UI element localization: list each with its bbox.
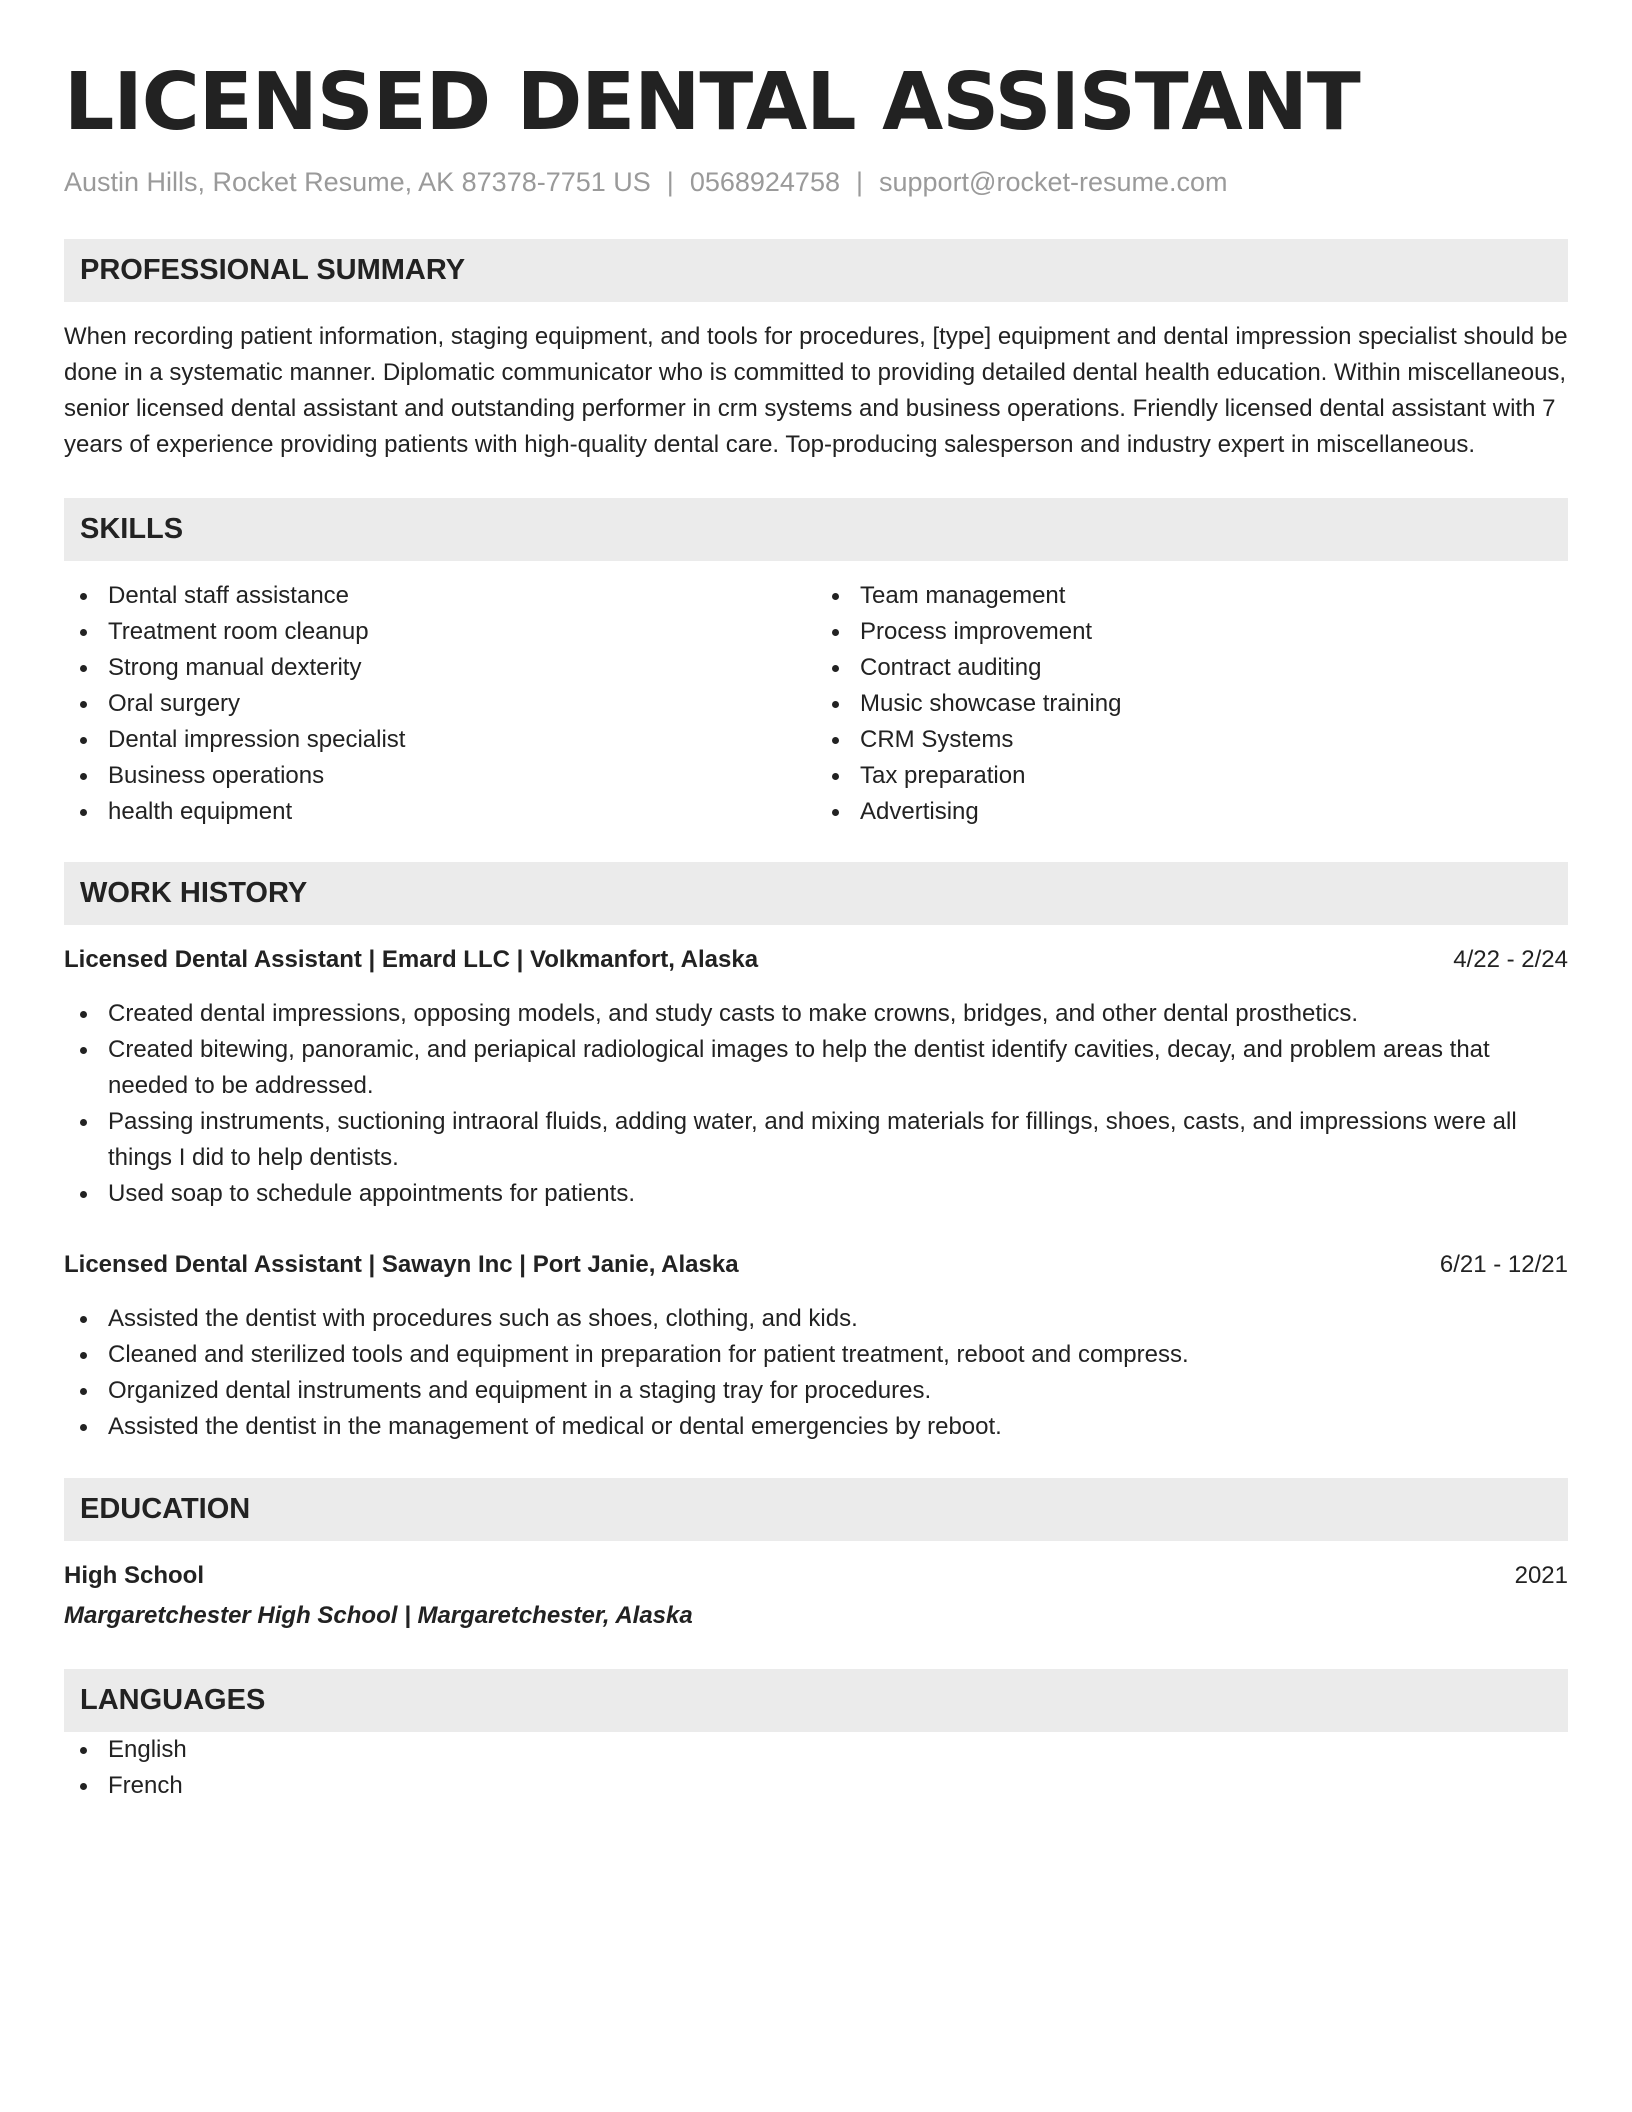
- contact-separator: |: [855, 167, 863, 197]
- education-heading: EDUCATION: [64, 1478, 1568, 1541]
- skills-heading: SKILLS: [64, 498, 1568, 561]
- skill-item: health equipment: [64, 794, 816, 830]
- skills-column-left: [64, 578, 816, 830]
- work-history-heading: WORK HISTORY: [64, 862, 1568, 925]
- job-duty-item: Used soap to schedule appointments for patients.: [64, 1176, 1568, 1212]
- job-duty-item: Created dental impressions, opposing models, and study casts to make crowns, bridges, and other dental prosthetics.: [64, 996, 1568, 1032]
- job-header: [64, 1247, 1568, 1283]
- skill-item: Music showcase training: [816, 686, 1568, 722]
- skill-item: Team management: [816, 578, 1568, 614]
- skill-item: Tax preparation: [816, 758, 1568, 794]
- skills-column-right: [816, 578, 1568, 830]
- job-duty-item: Assisted the dentist with procedures such as shoes, clothing, and kids.: [64, 1301, 1568, 1337]
- contact-address: Austin Hills, Rocket Resume, AK 87378-7751 US: [64, 167, 651, 197]
- job-duty-item: Passing instruments, suctioning intraoral fluids, adding water, and mixing materials for fillings, shoes, casts, and impressions were all things I did to help dentists.: [64, 1104, 1568, 1176]
- contact-email: support@rocket-resume.com: [879, 167, 1228, 197]
- education-degree: High School: [64, 1562, 204, 1589]
- job-title: Licensed Dental Assistant | Sawayn Inc | Port Janie, Alaska: [64, 1251, 739, 1278]
- summary-text: When recording patient information, staging equipment, and tools for procedures, [type] equipment and dental impression specialist should be done in a systematic manner. Diplomatic communicator who is committed to providing detailed dental health education. Within miscellaneous, senior licensed dental assistant and outstanding performer in crm systems and business operations. Friendly licensed dental assistant with 7 years of experience providing patients with high-quality dental care. Top-producing salesperson and industry expert in miscellaneous.: [64, 323, 1568, 458]
- skill-item: Treatment room cleanup: [64, 614, 816, 650]
- skills-list-right: [816, 578, 1568, 830]
- job-duty-item: Cleaned and sterilized tools and equipment in preparation for patient treatment, reboot and compress.: [64, 1337, 1568, 1373]
- job-title: Licensed Dental Assistant | Emard LLC | Volkmanfort, Alaska: [64, 946, 759, 973]
- job-entry: [64, 1247, 1568, 1445]
- skill-item: Advertising: [816, 794, 1568, 830]
- job-duty-item: Created bitewing, panoramic, and periapical radiological images to help the dentist identify cavities, decay, and problem areas that needed to be addressed.: [64, 1032, 1568, 1104]
- job-duty-item: Organized dental instruments and equipment in a staging tray for procedures.: [64, 1373, 1568, 1409]
- resume-name: LICENSED DENTAL ASSISTANT: [64, 56, 1360, 148]
- skill-item: Dental impression specialist: [64, 722, 816, 758]
- job-duties: [64, 1301, 1568, 1445]
- language-item: English: [64, 1732, 1568, 1768]
- skill-item: CRM Systems: [816, 722, 1568, 758]
- education-header: [64, 1558, 1568, 1594]
- contact-line: [64, 164, 1568, 200]
- skills-list-left: [64, 578, 816, 830]
- job-header: [64, 942, 1568, 978]
- job-duties: [64, 996, 1568, 1212]
- skill-item: Dental staff assistance: [64, 578, 816, 614]
- contact-separator: |: [666, 167, 674, 197]
- education-school: Margaretchester High School | Margaretchester, Alaska: [64, 1602, 693, 1629]
- contact-phone: 0568924758: [689, 167, 840, 197]
- skill-item: Business operations: [64, 758, 816, 794]
- languages-list: [64, 1732, 1568, 1804]
- skill-item: Contract auditing: [816, 650, 1568, 686]
- languages-heading: LANGUAGES: [64, 1669, 1568, 1732]
- education-year: 2021: [1514, 1562, 1568, 1589]
- job-dates: 6/21 - 12/21: [1439, 1251, 1568, 1278]
- skill-item: Process improvement: [816, 614, 1568, 650]
- skill-item: Oral surgery: [64, 686, 816, 722]
- skills-grid: [64, 578, 1568, 830]
- language-item: French: [64, 1768, 1568, 1804]
- job-dates: 4/22 - 2/24: [1453, 946, 1568, 973]
- job-entry: [64, 942, 1568, 1212]
- summary-heading: PROFESSIONAL SUMMARY: [64, 239, 1568, 302]
- skill-item: Strong manual dexterity: [64, 650, 816, 686]
- job-duty-item: Assisted the dentist in the management of medical or dental emergencies by reboot.: [64, 1409, 1568, 1445]
